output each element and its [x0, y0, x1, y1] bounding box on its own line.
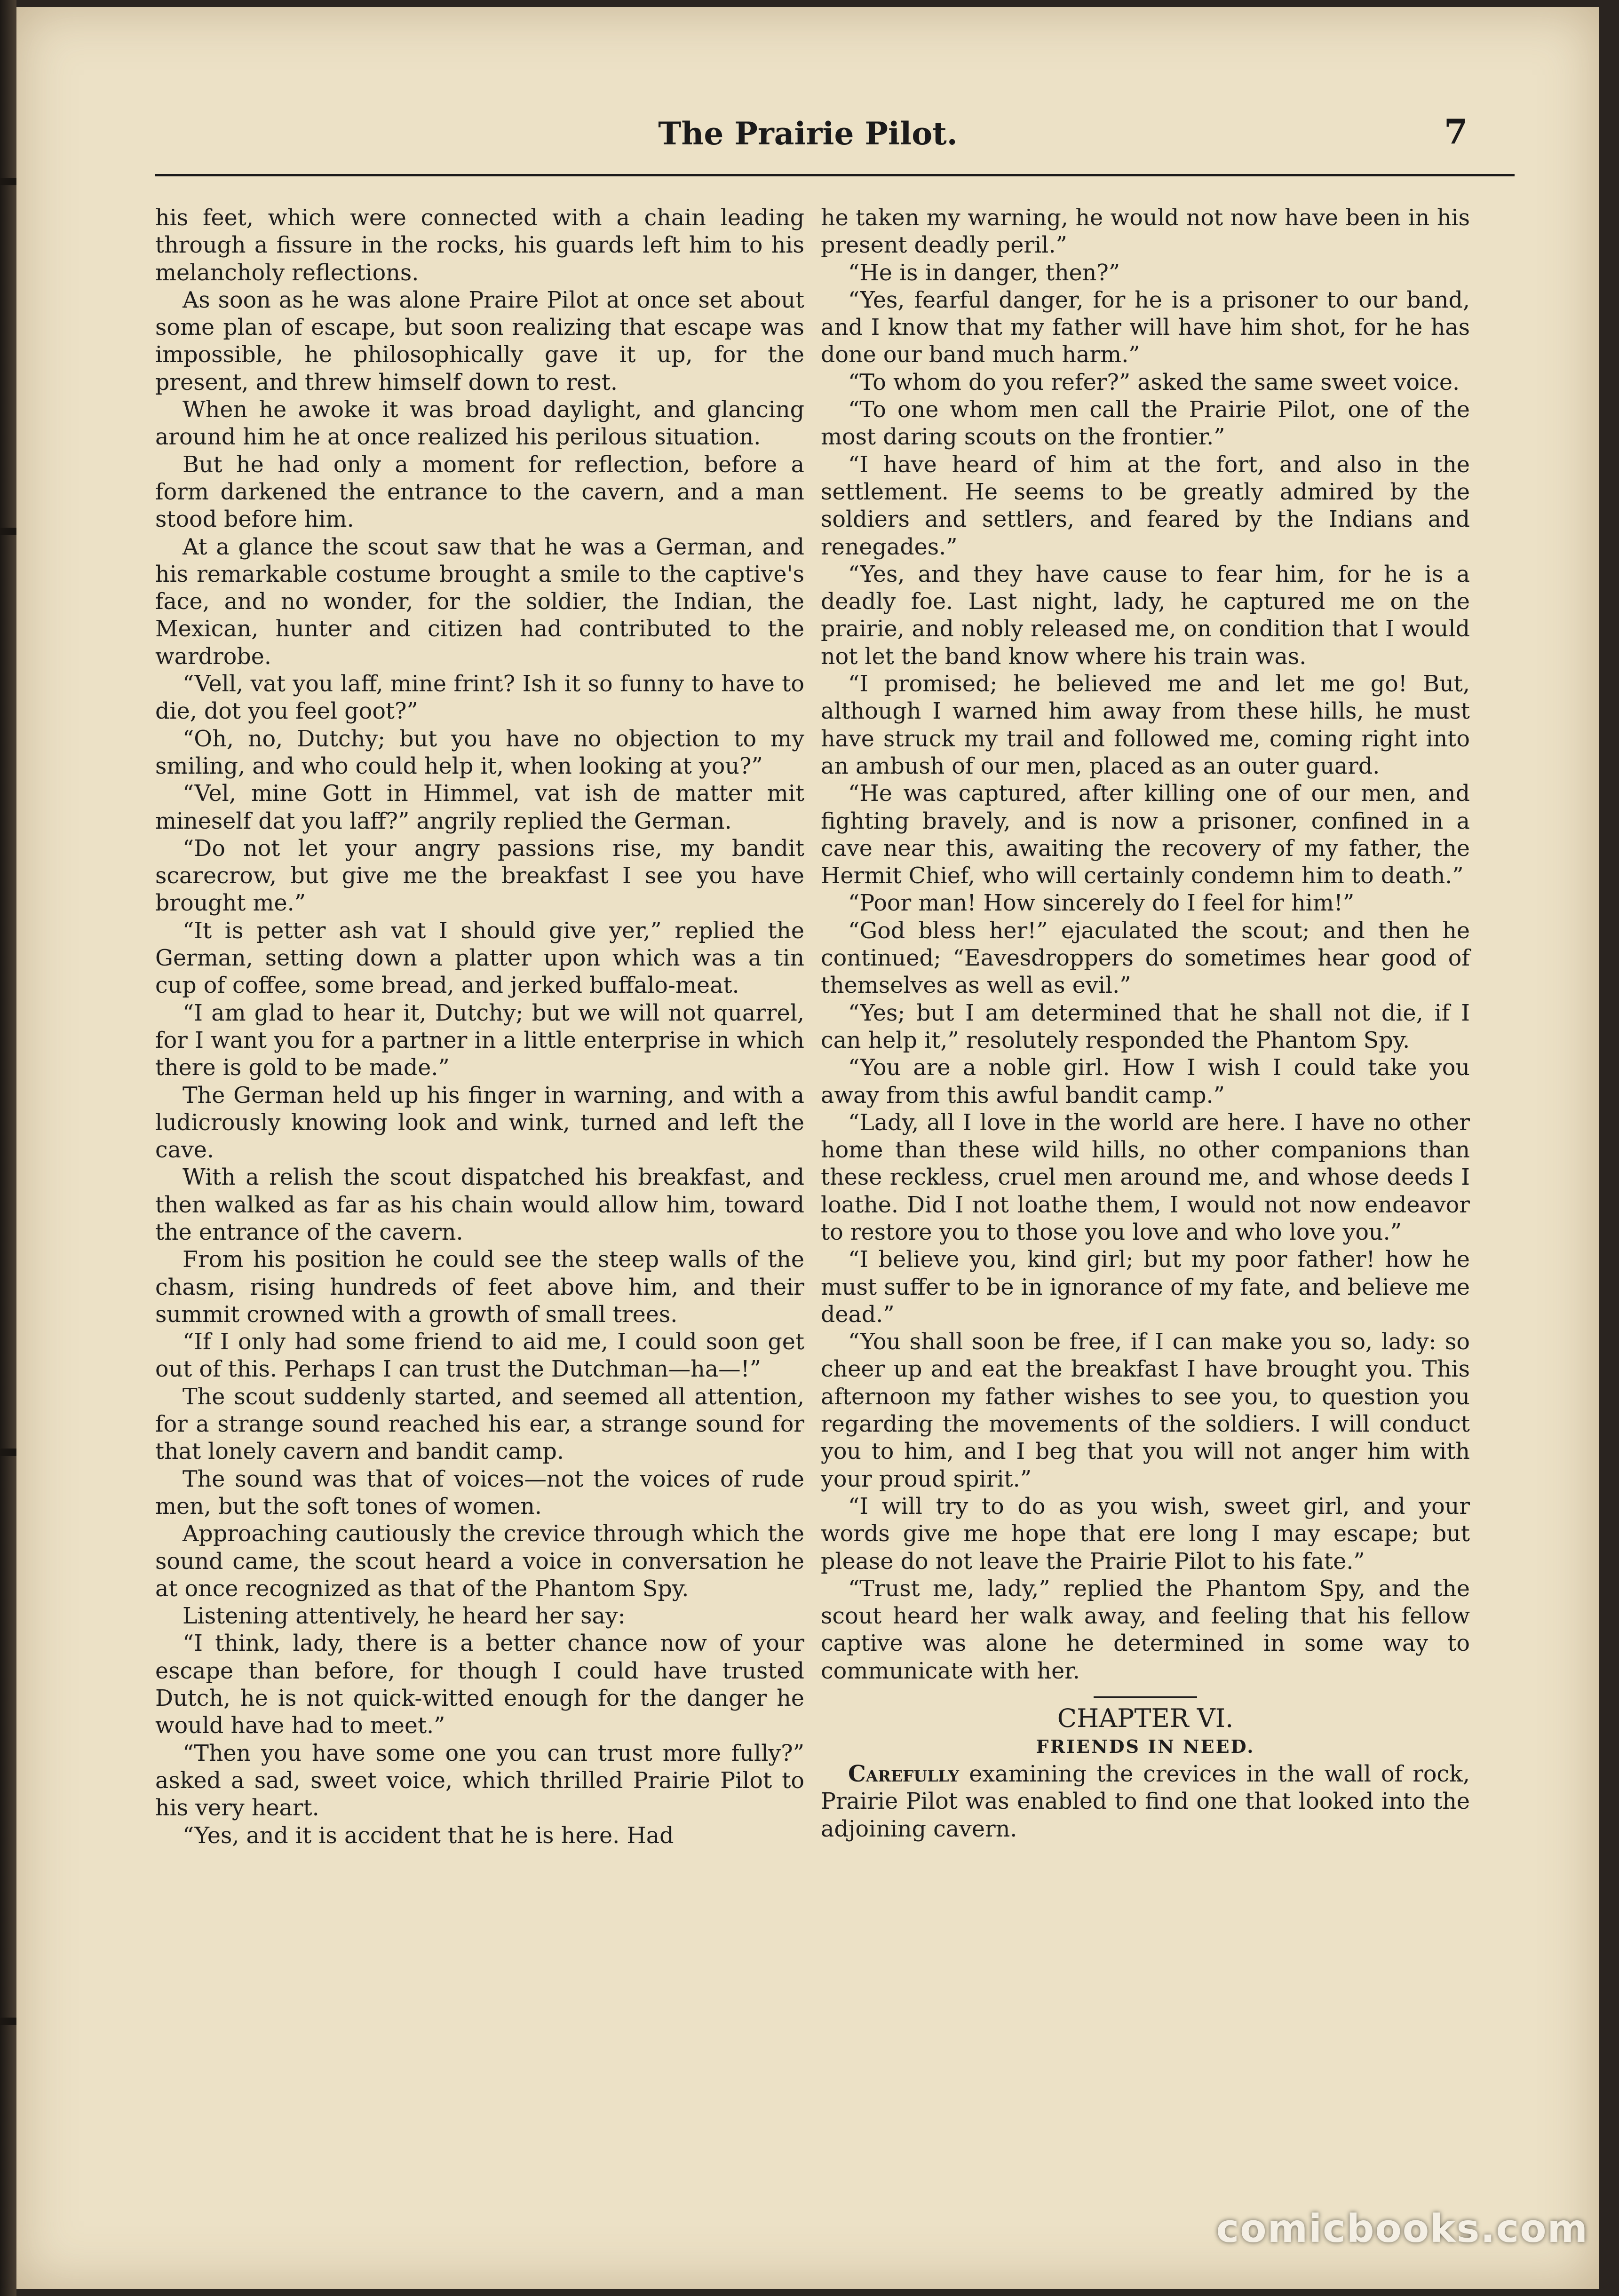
- paragraph: Approaching cautiously the crevice through which the sound came, the scout heard a voice in conversation he at once recognized as that of the Phantom Spy.: [155, 1521, 804, 1602]
- paragraph: “He is in danger, then?”: [848, 260, 1120, 286]
- paragraph: “I promised; he believed me and let me go! But, although I warned him away from these hills, he must have struck my trail and followed me, coming right into an ambush of our men, placed as an outer guard.: [821, 671, 1470, 779]
- paragraph: “You shall soon be free, if I can make you so, lady: so cheer up and eat the breakfast I have brought you. This afternoon my father wishes to see you, to question you regarding the movements of the soldiers. I will conduct you to him, and I beg that you will not anger him with your proud spirit.”: [821, 1329, 1470, 1492]
- paragraph: From his position he could see the steep walls of the chasm, rising hundreds of feet above him, and their summit crowned with a growth of small trees.: [155, 1247, 804, 1328]
- site-watermark: comicbooks.com: [1216, 2207, 1588, 2251]
- paragraph: “God bless her!” ejaculated the scout; and then he continued; “Eavesdroppers do sometimes hear good of themselves as well as evil.”: [821, 918, 1470, 999]
- paragraph: The sound was that of voices—not the voices of rude men, but the soft tones of women.: [155, 1466, 804, 1520]
- paragraph: “I am glad to hear it, Dutchy; but we will not quarrel, for I want you for a partner in a little enterprise in which there is gold to be made.”: [155, 1000, 804, 1081]
- chapter-divider: [1094, 1696, 1197, 1698]
- chapter-subtitle: FRIENDS IN NEED.: [1036, 1736, 1255, 1758]
- paragraph: “Yes, fearful danger, for he is a prisoner to our band, and I know that my father will have him shot, for he has done our band much harm.”: [821, 287, 1470, 368]
- paragraph: “Vel, mine Gott in Himmel, vat ish de matter mit mineself dat you laff?” angrily replied the German.: [155, 781, 804, 834]
- paragraph: “To one whom men call the Prairie Pilot, one of the most daring scouts on the frontier.”: [821, 397, 1470, 451]
- paragraph: “I will try to do as you wish, sweet girl, and your words give me hope that ere long I may escape; but please do not leave the Prairie Pilot to his fate.”: [821, 1493, 1470, 1575]
- paragraph: When he awoke it was broad daylight, and glancing around him he at once realized his perilous situation.: [155, 397, 804, 451]
- paragraph: But he had only a moment for reflection, before a form darkened the entrance to the cavern, and a man stood before him.: [155, 451, 804, 533]
- paragraph: As soon as he was alone Praire Pilot at once set about some plan of escape, but soon realizing that escape was impossible, he philosophically gave it up, for the present, and threw himself down to rest.: [155, 287, 804, 396]
- paragraph: “I think, lady, there is a better chance now of your escape than before, for though I could have trusted Dutch, he is not quick-witted enough for the danger he would have had to meet.”: [155, 1631, 804, 1739]
- paragraph: “He was captured, after killing one of our men, and fighting bravely, and is now a prisoner, confined in a cave near this, awaiting the recovery of my father, the Hermit Chief, who will certainly condemn him to death.”: [821, 781, 1470, 889]
- paragraph: “If I only had some friend to aid me, I could soon get out of this. Perhaps I can trust the Dutchman—ha—!”: [155, 1329, 804, 1383]
- paragraph: “Yes, and it is accident that he is here. Had: [183, 1822, 674, 1849]
- paragraph: “I believe you, kind girl; but my poor father! how he must suffer to be in ignorance of my fate, and believe me dead.”: [821, 1247, 1470, 1328]
- paragraph: The scout suddenly started, and seemed all attention, for a strange sound reached his ear, a strange sound for that lonely cavern and bandit camp.: [155, 1384, 804, 1465]
- book-page: [16, 7, 1599, 2289]
- paragraph: “Lady, all I love in the world are here. I have no other home than these wild hills, no other companions than these reckless, cruel men around me, and whose deeds I loathe. Did I not loathe them, I would not now endeavor to restore you to those you love and who love you.”: [821, 1109, 1470, 1245]
- chapter-opening-paragraph: [821, 1760, 1470, 1843]
- paragraph: The German held up his finger in warning, and with a ludicrously knowing look and wink, turned and left the cave.: [155, 1082, 804, 1164]
- paragraph: his feet, which were connected with a chain leading through a fissure in the rocks, his guards left him to his melancholy reflections.: [155, 205, 804, 286]
- paragraph: “I have heard of him at the fort, and also in the settlement. He seems to be greatly admired by the soldiers and settlers, and feared by the Indians and renegades.”: [821, 451, 1470, 560]
- chapter-heading: CHAPTER VI.: [1057, 1703, 1234, 1734]
- paragraph: At a glance the scout saw that he was a German, and his remarkable costume brought a smile to the captive's face, and no wonder, for the soldier, the Indian, the Mexican, hunter and citizen had contributed to the wardrobe.: [155, 534, 804, 670]
- paragraph: “Oh, no, Dutchy; but you have no objection to my smiling, and who could help it, when looking at you?”: [155, 726, 804, 779]
- right-column-paragraphs: [821, 205, 1470, 1685]
- paragraph: “You are a noble girl. How I wish I could take you away from this awful bandit camp.”: [821, 1055, 1470, 1108]
- paragraph: With a relish the scout dispatched his breakfast, and then walked as far as his chain would allow him, toward the entrance of the cavern.: [155, 1164, 804, 1245]
- paragraph: “It is petter ash vat I should give yer,” replied the German, setting down a platter upon which was a tin cup of coffee, some bread, and jerked buffalo-meat.: [155, 918, 804, 999]
- paragraph: Listening attentively, he heard her say:: [183, 1603, 626, 1630]
- paragraph: “Poor man! How sincerely do I feel for him!”: [848, 890, 1355, 917]
- page-number: 7: [1444, 111, 1468, 151]
- left-column: [155, 205, 804, 1850]
- paragraph: he taken my warning, he would not now have been in his present deadly peril.”: [821, 205, 1470, 259]
- paragraph: “Trust me, lady,” replied the Phantom Spy, and the scout heard her walk away, and feeling that his fellow captive was alone he determined in some way to communicate with her.: [821, 1576, 1470, 1684]
- paragraph: “Do not let your angry passions rise, my bandit scarecrow, but give me the breakfast I see you have brought me.”: [155, 835, 804, 917]
- paragraph: “Yes; but I am determined that he shall not die, if I can help it,” resolutely responded the Phantom Spy.: [821, 1000, 1470, 1053]
- right-column: [821, 205, 1470, 1843]
- paragraph: “Yes, and they have cause to fear him, for he is a deadly foe. Last night, lady, he captured me on the prairie, and nobly released me, on condition that I would not let the band know where his train was.: [821, 561, 1470, 670]
- paragraph: “Vell, vat you laff, mine frint? Ish it so funny to have to die, dot you feel goot?”: [155, 671, 804, 725]
- chapter-opening-text: examining the crevices in the wall of rock, Prairie Pilot was enabled to find one that looked into the adjoining cavern.: [821, 1761, 1470, 1842]
- binding-edge: [0, 0, 16, 2296]
- paragraph: “Then you have some one you can trust more fully?” asked a sad, sweet voice, which thrilled Prairie Pilot to his very heart.: [155, 1740, 804, 1821]
- header-rule: [155, 174, 1515, 176]
- chapter-opening-word: Carefully: [848, 1761, 960, 1788]
- running-title: The Prairie Pilot.: [658, 115, 958, 152]
- paragraph: “To whom do you refer?” asked the same sweet voice.: [848, 369, 1460, 396]
